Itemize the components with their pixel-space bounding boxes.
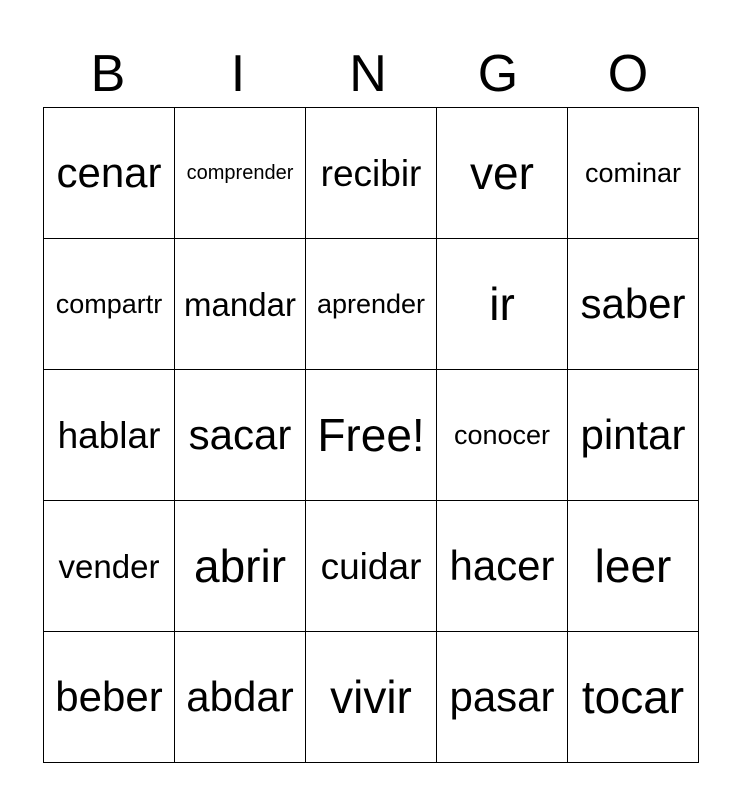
board-row: [44, 239, 699, 370]
board-row: [44, 370, 699, 501]
header-letter-g: G: [477, 45, 519, 103]
bingo-cell: pintar: [568, 370, 699, 501]
bingo-cell: leer: [568, 501, 699, 632]
bingo-header: [43, 40, 693, 108]
board-row: [44, 632, 699, 763]
bingo-cell: vender: [44, 501, 175, 632]
bingo-cell: cenar: [44, 108, 175, 239]
bingo-cell: saber: [568, 239, 699, 370]
bingo-cell: hablar: [44, 370, 175, 501]
bingo-cell: ver: [437, 108, 568, 239]
bingo-cell: beber: [44, 632, 175, 763]
bingo-cell: ir: [437, 239, 568, 370]
board-row: [44, 501, 699, 632]
bingo-cell: conocer: [437, 370, 568, 501]
board-row: [44, 108, 699, 239]
bingo-cell: abdar: [175, 632, 306, 763]
bingo-cell: compartr: [44, 239, 175, 370]
bingo-cell: hacer: [437, 501, 568, 632]
header-letter-i: I: [230, 45, 246, 103]
header-letter-b: B: [90, 45, 126, 103]
bingo-cell: mandar: [175, 239, 306, 370]
bingo-cell: cuidar: [306, 501, 437, 632]
bingo-board: [43, 107, 699, 763]
bingo-cell: tocar: [568, 632, 699, 763]
header-letter-o: O: [607, 45, 649, 103]
bingo-cell: cominar: [568, 108, 699, 239]
bingo-cell: recibir: [306, 108, 437, 239]
header-letter-n: N: [349, 45, 387, 103]
bingo-cell: vivir: [306, 632, 437, 763]
bingo-cell: abrir: [175, 501, 306, 632]
bingo-cell: pasar: [437, 632, 568, 763]
bingo-cell: sacar: [175, 370, 306, 501]
bingo-cell: aprender: [306, 239, 437, 370]
bingo-cell: comprender: [175, 108, 306, 239]
free-space-cell: Free!: [306, 370, 437, 501]
